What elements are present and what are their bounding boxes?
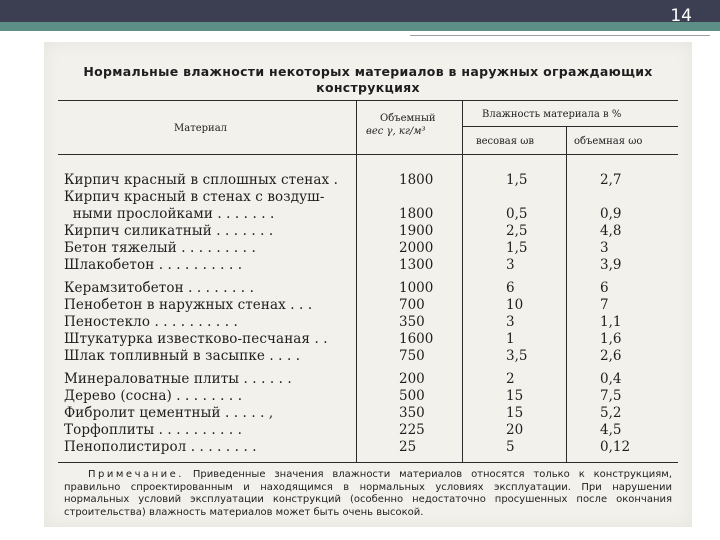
density-value: 1600 — [399, 331, 434, 347]
moisture-volume-value: 2,7 — [600, 172, 622, 188]
material-name: Минераловатные плиты . . . . . . — [64, 371, 292, 387]
header-underline — [410, 35, 710, 36]
material-name: Дерево (сосна) . . . . . . . . — [64, 388, 243, 404]
material-name: Фибролит цементный . . . . . , — [64, 405, 274, 421]
scanned-table-image — [44, 42, 692, 527]
material-name: Пенобетон в наружных стенах . . . — [64, 297, 313, 313]
moisture-weight-value: 1 — [506, 331, 515, 347]
moisture-weight-value: 15 — [506, 388, 524, 404]
material-name: Кирпич красный в сплошных стенах . — [64, 172, 339, 188]
material-name: Торфоплиты . . . . . . . . . . — [64, 422, 243, 438]
moisture-volume-value: 6 — [600, 280, 609, 296]
material-name: Кирпич силикатный . . . . . . . — [64, 223, 274, 239]
column-divider-1 — [356, 100, 357, 462]
moisture-volume-value: 7,5 — [600, 388, 622, 404]
moisture-volume-value: 4,5 — [600, 422, 622, 438]
table-footnote — [64, 469, 672, 519]
column-divider-2 — [462, 100, 463, 462]
footnote-label: Примечание. — [88, 469, 184, 480]
page-number: 14 — [670, 6, 692, 26]
moisture-weight-value: 3 — [506, 257, 515, 273]
moisture-weight-value: 3 — [506, 314, 515, 330]
moisture-volume-value: 0,12 — [600, 439, 631, 455]
moisture-weight-value: 15 — [506, 405, 524, 421]
material-name: Шлак топливный в засыпке . . . . — [64, 348, 301, 364]
moisture-volume-value: 4,8 — [600, 223, 622, 239]
moisture-volume-value: 3,9 — [600, 257, 622, 273]
density-value: 1000 — [399, 280, 434, 296]
density-value: 1300 — [399, 257, 434, 273]
moisture-subheader-rule — [462, 126, 678, 127]
material-name: Бетон тяжелый . . . . . . . . . — [64, 240, 256, 256]
material-name: ными прослойками . . . . . . . — [64, 206, 275, 222]
moisture-volume-value: 2,6 — [600, 348, 622, 364]
header-density — [366, 112, 456, 138]
moisture-volume-value: 0,4 — [600, 371, 622, 387]
moisture-weight-value: 0,5 — [506, 206, 528, 222]
density-value: 750 — [399, 348, 425, 364]
footnote-text: Приведенные значения влажности материалов относятся только к конструкциям, правильно спроектированным и находящимся в нормальных условиях эксплуатации. При нарушении нормальных условий эксплуатации конструкций (особенно недостаточно просушенных после окончания строительства) влажность материалов может быть очень высокой. — [64, 469, 672, 518]
header-by-volume: объемная ωо — [574, 136, 643, 147]
moisture-volume-value: 0,9 — [600, 206, 622, 222]
table-title-line2: конструкциях — [316, 80, 420, 95]
material-name: Керамзитобетон . . . . . . . . — [64, 280, 254, 296]
table-title-line1: Нормальные влажности некоторых материалов в наружных ограждающих — [83, 64, 653, 79]
density-value: 1800 — [399, 206, 434, 222]
header-by-weight: весовая ωв — [476, 136, 535, 147]
header-density-line1: Объемный — [380, 113, 436, 124]
density-value: 1800 — [399, 172, 434, 188]
header-density-line2: вес γ, кг/м³ — [366, 126, 426, 137]
moisture-weight-value: 2 — [506, 371, 515, 387]
header-bottom-rule — [58, 154, 678, 155]
table-top-rule — [58, 100, 678, 101]
moisture-weight-value: 1,5 — [506, 172, 528, 188]
moisture-weight-value: 3,5 — [506, 348, 528, 364]
material-name: Кирпич красный в стенах с воздуш- — [64, 189, 325, 205]
density-value: 1900 — [399, 223, 434, 239]
material-name: Пенополистирол . . . . . . . . — [64, 439, 257, 455]
header-material: Материал — [174, 123, 228, 134]
density-value: 700 — [399, 297, 425, 313]
moisture-volume-value: 7 — [600, 297, 609, 313]
material-name: Шлакобетон . . . . . . . . . . — [64, 257, 243, 273]
material-name: Штукатурка известково-песчаная . . — [64, 331, 328, 347]
density-value: 25 — [399, 439, 417, 455]
slide-accent-bar — [0, 22, 720, 31]
moisture-weight-value: 5 — [506, 439, 515, 455]
moisture-weight-value: 1,5 — [506, 240, 528, 256]
table-bottom-rule — [58, 462, 678, 463]
moisture-volume-value: 1,6 — [600, 331, 622, 347]
moisture-weight-value: 2,5 — [506, 223, 528, 239]
density-value: 200 — [399, 371, 425, 387]
header-moisture: Влажность материала в % — [482, 109, 622, 120]
density-value: 350 — [399, 405, 425, 421]
density-value: 350 — [399, 314, 425, 330]
moisture-weight-value: 6 — [506, 280, 515, 296]
moisture-weight-value: 20 — [506, 422, 524, 438]
material-name: Пеностекло . . . . . . . . . . — [64, 314, 238, 330]
density-value: 500 — [399, 388, 425, 404]
moisture-volume-value: 5,2 — [600, 405, 622, 421]
density-value: 2000 — [399, 240, 434, 256]
moisture-weight-value: 10 — [506, 297, 524, 313]
slide-top-bar — [0, 0, 720, 22]
column-divider-3 — [566, 126, 567, 462]
moisture-volume-value: 3 — [600, 240, 609, 256]
moisture-volume-value: 1,1 — [600, 314, 622, 330]
density-value: 225 — [399, 422, 425, 438]
table-title — [44, 64, 692, 96]
